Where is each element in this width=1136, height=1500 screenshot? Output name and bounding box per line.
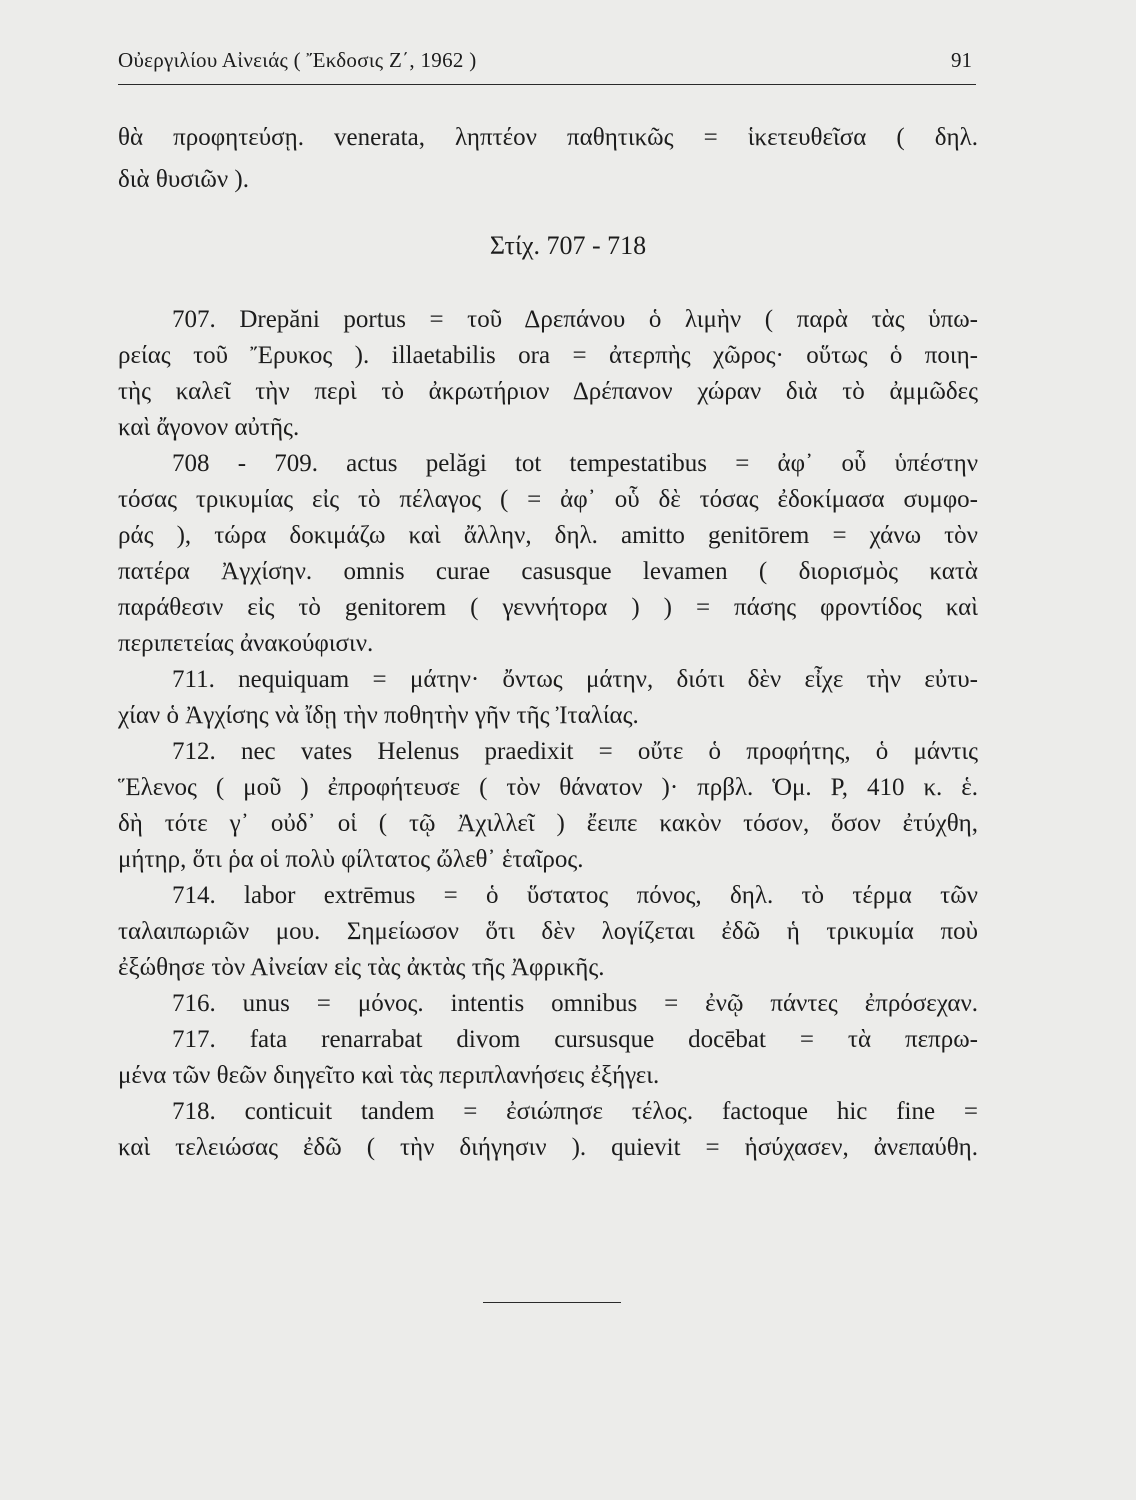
text-line: 714. labor extrēmus = ὁ ὕστατος πόνος, δηλ. τὸ τέρμα τῶν [172, 882, 978, 909]
text-line: τὴς καλεῖ τὴν περὶ τὸ ἀκρωτήριον Δρέπανον χώραν διὰ τὸ ἀμμῶδες [118, 378, 978, 405]
text-line: καὶ ἄγονον αὐτῆς. [118, 414, 300, 441]
text-line: 708 - 709. actus pelăgi tot tempestatibus = ἀφ᾽ οὗ ὑπέστην [172, 450, 978, 477]
text-line: δὴ τότε γ᾽ οὐδ᾽ οἱ ( τῷ Ἀχιλλεῖ ) ἔειπε κακὸν τόσον, ὅσον ἐτύχθη, [118, 810, 978, 837]
text-line: ἐξώθησε τὸν Αἰνείαν εἰς τὰς ἀκτὰς τῆς Ἀφρικῆς. [118, 954, 605, 981]
text-line: μένα τῶν θεῶν διηγεῖτο καὶ τὰς περιπλανήσεις ἐξήγει. [118, 1062, 660, 1089]
text-line: Ἕλενος ( μοῦ ) ἐπροφήτευσε ( τὸν θάνατον )· πρβλ. Ὁμ. Ρ, 410 κ. ἑ. [118, 774, 978, 801]
text-line: χίαν ὁ Ἀγχίσης νὰ ἴδῃ τὴν ποθητὴν γῆν τῆς Ἰταλίας. [118, 702, 639, 729]
text-line: ράς ), τώρα δοκιμάζω καὶ ἄλλην, δηλ. amitto genitōrem = χάνω τὸν [118, 522, 978, 549]
text-line: διὰ θυσιῶν ). [118, 166, 249, 193]
section-heading: Στίχ. 707 - 718 [489, 231, 647, 260]
text-line: παράθεσιν εἰς τὸ genitorem ( γεννήτορα ) ) = πάσης φροντίδος καὶ [118, 594, 978, 621]
page-number: 91 [951, 48, 972, 72]
text-line: πατέρα Ἀγχίσην. omnis curae casusque levamen ( διορισμὸς κατὰ [118, 558, 978, 585]
text-line: μήτηρ, ὅτι ῥα οἱ πολὺ φίλτατος ὤλεθ᾽ ἑταῖρος. [118, 846, 584, 873]
text-line: ρείας τοῦ Ἔρυκος ). illaetabilis ora = ἀτερπὴς χῶρος· οὕτως ὁ ποιη- [118, 342, 978, 369]
text-line: 716. unus = μόνος. intentis omnibus = ἐνῷ πάντες ἐπρόσεχαν. [172, 990, 978, 1017]
text-line: 712. nec vates Helenus praedixit = οὔτε ὁ προφήτης, ὁ μάντις [172, 738, 978, 765]
text-line: καὶ τελειώσας ἐδῶ ( τὴν διήγησιν ). quievit = ἡσύχασεν, ἀνεπαύθη. [118, 1134, 978, 1161]
text-line: θὰ προφητεύσῃ. venerata, ληπτέον παθητικῶς = ἱκετευθεῖσα ( δηλ. [118, 124, 978, 151]
text-line: τόσας τρικυμίας εἰς τὸ πέλαγος ( = ἀφ᾽ οὗ δὲ τόσας ἐδοκίμασα συμφο- [118, 486, 978, 513]
text-line: ταλαιπωριῶν μου. Σημείωσον ὅτι δὲν λογίζεται ἐδῶ ἡ τρικυμία ποὺ [118, 918, 978, 945]
running-header [118, 48, 976, 85]
end-rule [483, 1302, 621, 1303]
text-line: 718. conticuit tandem = ἐσιώπησε τέλος. factoque hic fine = [172, 1098, 978, 1125]
text-line: 707. Drepăni portus = τοῦ Δρεπάνου ὁ λιμὴν ( παρὰ τὰς ὑπω- [172, 306, 978, 333]
text-line: 711. nequiquam = μάτην· ὄντως μάτην, διότι δὲν εἶχε τὴν εὐτυ- [172, 666, 978, 693]
running-title: Οὐεργιλίου Αἰνειάς ( Ἔκδοσις Ζ΄, 1962 ) [118, 48, 477, 72]
text-line: περιπετείας ἀνακούφισιν. [118, 630, 374, 657]
text-line: 717. fata renarrabat divom cursusque docēbat = τὰ πεπρω- [172, 1026, 978, 1053]
